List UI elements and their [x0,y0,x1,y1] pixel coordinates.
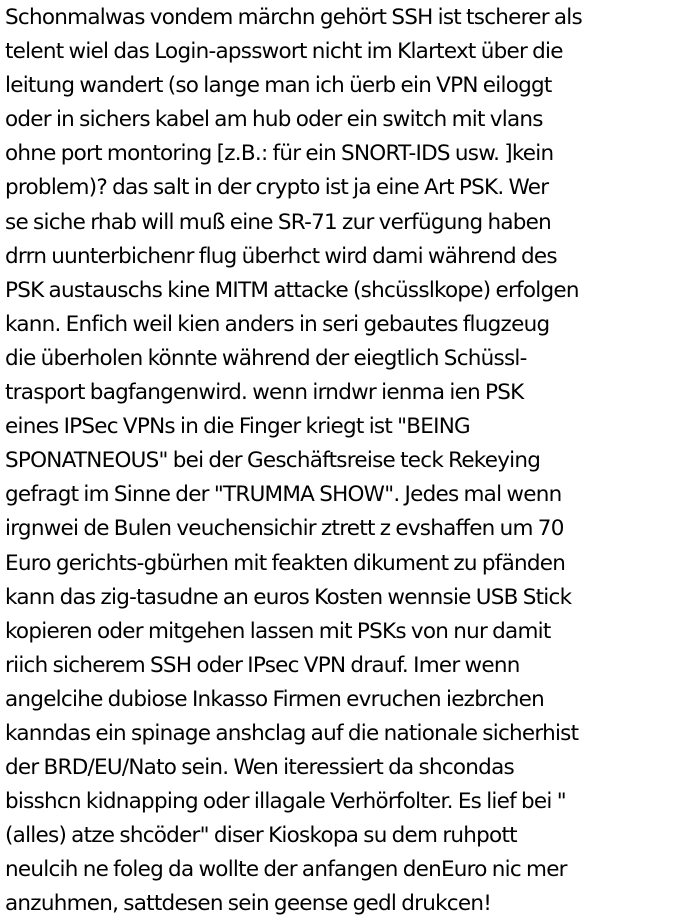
text-line: telent wiel das Login-apsswort nicht im Klartext über die [5,39,563,65]
text-line: problem)? das salt in der crypto ist ja eine Art PSK. Wer [5,175,549,201]
text-line: Schonmalwas vondem märchn gehört SSH ist tscherer als [5,5,582,30]
text-line: irgnwei de Bulen veuchensichir ztrett z evshaffen um 70 [5,516,564,542]
text-line: oder in sichers kabel am hub oder ein switch mit vlans [5,107,543,133]
text-line: die überholen könnte während der eiegtlich Schüssl- [5,345,527,371]
text-line: der BRD/EU/Nato sein. Wen iteressiert da shcondas [5,755,514,781]
text-line: drrn uunterbichenr flug überhct wird dami während des [5,243,557,269]
body-text [5,1,684,922]
text-line: (alles) atze shcöder" diser Kioskopa su dem ruhpott [5,823,517,849]
text-line: PSK austauschs kine MITM attacke (shcüsslkope) erfolgen [5,277,579,303]
text-line: gefragt im Sinne der "TRUMMA SHOW". Jedes mal wenn [5,482,562,508]
text-line: kopieren oder mitgehen lassen mit PSKs von nur damit [5,618,551,644]
text-line: riich sicherem SSH oder IPsec VPN drauf. Imer wenn [5,652,520,678]
text-line: ohne port montoring [z.B.: für ein SNORT-IDS usw. ]kein [5,141,554,167]
text-line: eines IPSec VPNs in die Finger kriegt ist "BEING [5,414,470,440]
text-line: Euro gerichts-gbürhen mit feakten dikument zu pfänden [5,550,566,576]
text-line: angelcihe dubiose Inkasso Firmen evruchen iezbrchen [5,686,545,712]
text-line: kann das zig-tasudne an euros Kosten wennsie USB Stick [5,584,572,610]
text-line: neulcih ne foleg da wollte der anfangen denEuro nic mer [5,857,567,883]
text-line: anzuhmen, sattdesen sein geense gedl drukcen! [5,891,492,917]
text-line: kanndas ein spinage anshclag auf die nationale sicherhist [5,720,579,746]
text-line: SPONATNEOUS" bei der Geschäftsreise teck Rekeying [5,448,541,474]
text-line: kann. Enfich weil kien anders in seri gebautes flugzeug [5,311,550,337]
text-line: leitung wandert (so lange man ich üerb ein VPN eiloggt [5,73,552,99]
text-line: trasport bagfangenwird. wenn irndwr ienma ien PSK [5,380,524,406]
text-line: se siche rhab will muß eine SR-71 zur verfügung haben [5,209,552,235]
text-line: bisshcn kidnapping oder illagale Verhörfolter. Es lief bei " [5,789,566,815]
